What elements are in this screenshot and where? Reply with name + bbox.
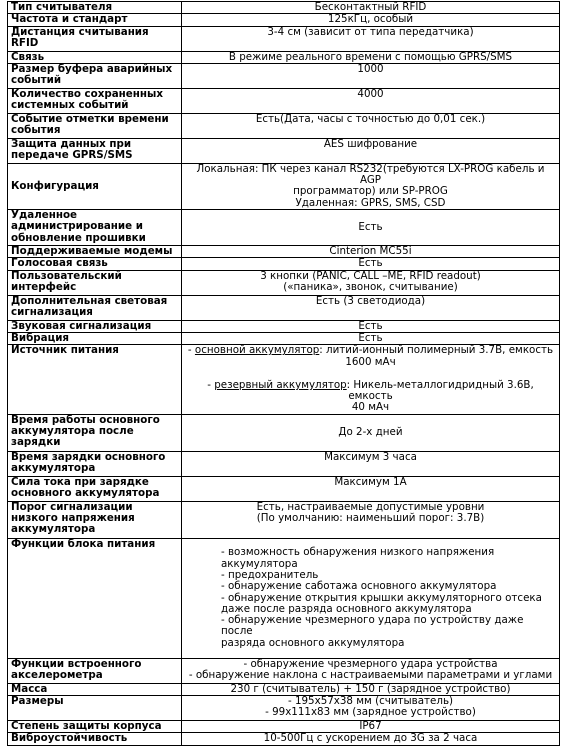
row-label: Время работы основного аккумулятора после зарядки [8,414,182,451]
row-label: Масса [8,683,182,695]
table-row [8,320,560,332]
backup-battery-line: - резервный аккумулятор: Никель-металлогидридный 3.6В, емкость [207,378,534,403]
row-value: - обнаружение чрезмерного удара устройства - обнаружение наклона с настраиваемыми параметрами и углами [182,658,560,683]
row-value: Есть [182,258,560,270]
table-row [8,63,560,88]
table-row [8,476,560,501]
row-value: 1000 [182,63,560,88]
row-value: 3 кнопки (PANIC, CALL –ME, RFID readout) («паника», звонок, считывание) [182,270,560,295]
row-label: Конфигурация [8,163,182,209]
row-label: Вибрация [8,332,182,344]
table-row [8,721,560,733]
table-row [8,246,560,258]
row-value: Есть (3 светодиода) [182,295,560,320]
row-label: Функции встроенного акселерометра [8,658,182,683]
table-row [8,138,560,163]
row-value: AES шифрование [182,138,560,163]
table-row [8,2,560,14]
table-row [8,258,560,270]
row-label: Защита данных при передаче GPRS/SMS [8,138,182,163]
row-label: Порог сигнализации низкого напряжения аккумулятора [8,501,182,538]
row-label: Виброустойчивость [8,733,182,745]
table-row [8,51,560,63]
table-row [8,113,560,138]
row-value: 10-500Гц с ускорением до 3G за 2 часа [182,733,560,745]
row-label: Пользовательский интерфейс [8,270,182,295]
table-row [8,414,560,451]
row-value: Есть [182,332,560,344]
row-value: Есть [182,210,560,246]
table-row [8,88,560,113]
row-label: Поддерживаемые модемы [8,246,182,258]
row-label: Источник питания [8,345,182,414]
row-label: Событие отметки времени события [8,113,182,138]
spec-table [7,1,560,746]
row-value: Локальная: ПК через канал RS232(требуются LX-PROG кабель и AGP программатор) или SP-PROG Удаленная: GPRS, SMS, CSD [182,163,560,209]
row-value: Есть, настраиваемые допустимые уровни (По умолчанию: наименьший порог: 3.7В) [182,501,560,538]
row-label: Частота и стандарт [8,14,182,26]
row-value: - основной аккумулятор: литий-ионный полимерный 3.7В, емкость 1600 мАч - резервный аккумулятор: Никель-металлогидридный 3.6В, емкость 40 мАч [182,345,560,414]
row-value: В режиме реального времени с помощью GPRS/SMS [182,51,560,63]
table-row [8,538,560,658]
row-value: IP67 [182,721,560,733]
table-row [8,210,560,246]
row-label: Голосовая связь [8,258,182,270]
table-row [8,683,560,695]
table-row [8,14,560,26]
row-label: Звуковая сигнализация [8,320,182,332]
table-row [8,733,560,745]
row-value: Cinterion MC55i [182,246,560,258]
row-value: Есть [182,320,560,332]
row-label: Сила тока при зарядке основного аккумулятора [8,476,182,501]
row-value: 230 г (считыватель) + 150 г (зарядное устройство) [182,683,560,695]
row-label: Тип считывателя [8,2,182,14]
table-row [8,270,560,295]
row-value: - 195x57x38 мм (считыватель) - 99x111x83 мм (зарядное устройство) [182,696,560,721]
row-value: Максимум 1А [182,476,560,501]
table-row [8,26,560,51]
row-label: Связь [8,51,182,63]
main-battery-line: - основной аккумулятор: литий-ионный полимерный 3.7В, емкость [187,344,554,357]
table-row [8,295,560,320]
table-row [8,345,560,414]
row-label: Функции блока питания [8,538,182,658]
table-row [8,658,560,683]
row-label: Время зарядки основного аккумулятора [8,451,182,476]
row-value: Есть(Дата, часы с точностью до 0,01 сек.) [182,113,560,138]
row-label: Количество сохраненных системных событий [8,88,182,113]
row-value: Бесконтактный RFID [182,2,560,14]
table-row [8,163,560,209]
spec-sheet [7,1,559,746]
row-value: - возможность обнаружения низкого напряжения аккумулятора - предохранитель - обнаружение саботажа основного аккумулятора - обнаружение открытия крышки аккумуляторного отсека даже после разряда основного аккумулятора - обнаружение чрезмерного удара по устройству даже после разряда основного аккумулятора [182,538,560,658]
table-row [8,501,560,538]
row-value: До 2-х дней [182,414,560,451]
table-row [8,451,560,476]
table-row [8,332,560,344]
row-label: Дополнительная световая сигнализация [8,295,182,320]
row-value: 125кГц, особый [182,14,560,26]
row-label: Удаленное администрирование и обновление прошивки [8,210,182,246]
row-label: Дистанция считывания RFID [8,26,182,51]
row-label: Размер буфера аварийных событий [8,63,182,88]
row-label: Степень защиты корпуса [8,721,182,733]
row-value: Максимум 3 часа [182,451,560,476]
row-value: 4000 [182,88,560,113]
table-row [8,696,560,721]
row-label: Размеры [8,696,182,721]
row-value: 3-4 см (зависит от типа передатчика) [182,26,560,51]
